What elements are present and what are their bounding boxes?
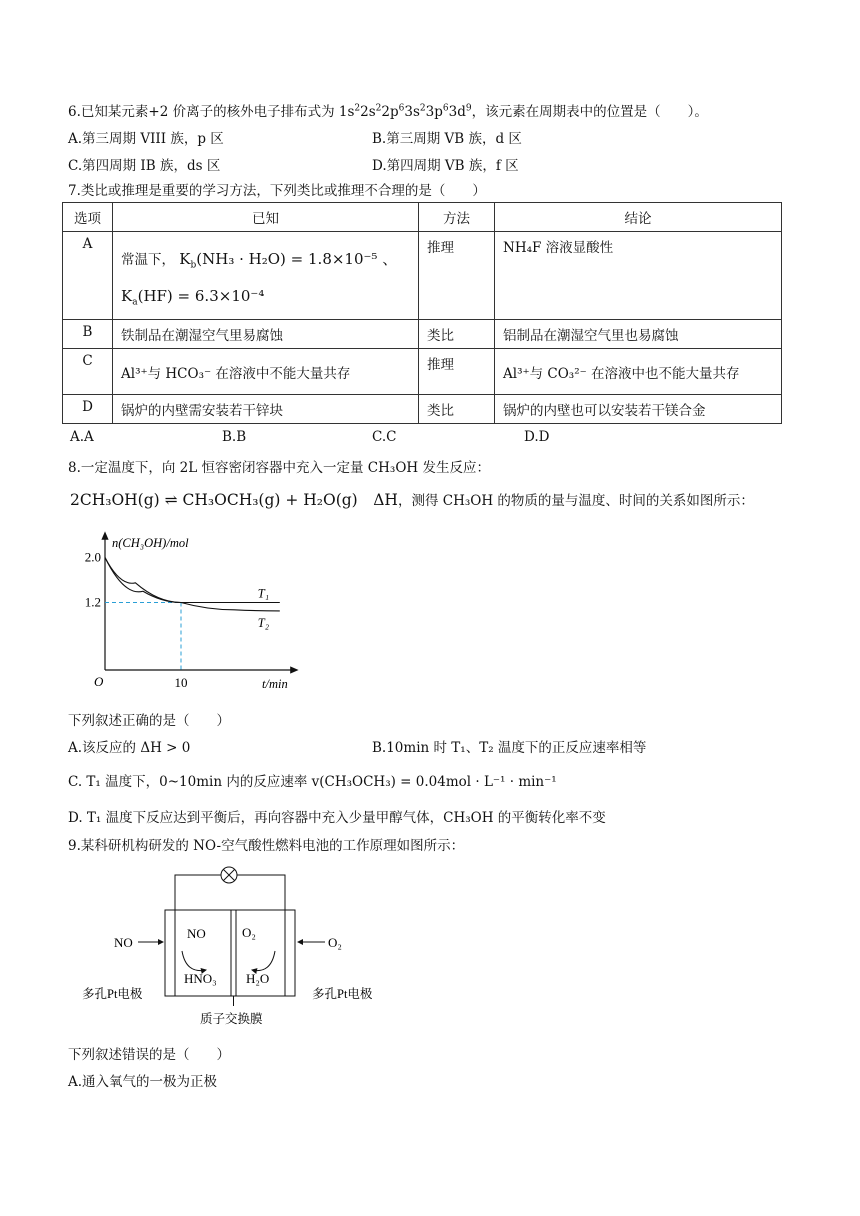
row-conclusion: 锅炉的内壁也可以安装若干镁合金 [495, 395, 782, 424]
right-electrode [285, 910, 295, 996]
q9-ask: 下列叙述错误的是（ ） [68, 1047, 230, 1063]
table-row [63, 320, 782, 349]
row-method: 推理 [419, 349, 495, 395]
right-electrode-label: 多孔Pt电极 [312, 987, 373, 1001]
left-top-label: NO [187, 926, 206, 941]
row-option: B [63, 320, 113, 349]
row-option: A [63, 232, 113, 320]
series-label: T₂ [257, 615, 270, 630]
membrane-label: 质子交换膜 [200, 1012, 263, 1026]
header-cell: 已知 [113, 203, 419, 232]
left-reaction-arrow [182, 951, 206, 971]
right-reaction-arrow [252, 951, 275, 971]
row-method: 类比 [419, 395, 495, 424]
q9-option-a: A.通入氧气的一极为正极 [68, 1074, 218, 1090]
table-row [63, 232, 782, 320]
origin-label: O [94, 674, 104, 689]
q6-option-b: B.第三周期 VB 族，d 区 [372, 131, 522, 147]
row-method: 推理 [419, 232, 495, 320]
q6-option-d: D.第四周期 VB 族，f 区 [372, 158, 519, 174]
header-cell: 选项 [63, 203, 113, 232]
right-bottom-label: H₂O [246, 971, 270, 986]
proton-membrane [231, 910, 236, 996]
q7-option-b: B.B [222, 429, 247, 445]
series-label: T₁ [257, 586, 270, 601]
row-known: 锅炉的内壁需安装若干锌块 [113, 395, 419, 424]
left-inlet-label: NO [114, 935, 133, 950]
q8-stem: 8.一定温度下，向 2L 恒容密闭容器中充入一定量 CH₃OH 发生反应： [68, 460, 490, 476]
row-known: 常温下， $K_b(NH_3 \cdot H_2O) = 1.8\times 10^{-5}$ 、 $K_a(HF) = 6.3\times 10^{-4}$ [113, 232, 419, 320]
q7-stem: 7.类比或推理是重要的学习方法，下列类比或推理不合理的是（ ） [68, 183, 486, 199]
q8-option-b: B.10min 时 T₁、T₂ 温度下的正反应速率相等 [372, 740, 647, 756]
q8-option-c: C. T₁ 温度下，0~10min 内的反应速率 v(CH₃OCH₃) = 0.04mol · L⁻¹ · min⁻¹ [68, 774, 557, 790]
left-electrode-label: 多孔Pt电极 [82, 987, 143, 1001]
q8-equation: 2CH₃OH(g) ⇌ CH₃OCH₃(g) + H₂O(g) ΔH，测得 CH₃OH 的物质的量与温度、时间的关系如图所示： [70, 491, 754, 509]
left-bottom-label: HNO₃ [184, 971, 217, 986]
q8-option-a: A.该反应的 ΔH > 0 [68, 740, 191, 756]
row-option: D [63, 395, 113, 424]
q8-ask: 下列叙述正确的是（ ） [68, 713, 230, 729]
left-electrode [165, 910, 175, 996]
table-header-row [63, 203, 782, 232]
fuel-cell-diagram [82, 858, 400, 1033]
y-tick-label: 2.0 [84, 549, 101, 565]
q8-chart [70, 525, 310, 700]
table-row [63, 349, 782, 395]
q6-stem: 6.已知某元素+2 价离子的核外电子排布式为 $1s^22s^22p^63s^23p^63d^9$，该元素在周期表中的位置是（ ）。 [68, 103, 708, 120]
right-top-label: O₂ [242, 925, 256, 940]
y-axis-label: n(CH₃OH)/mol [112, 536, 189, 550]
q7-table [62, 202, 782, 424]
q8-option-d: D. T₁ 温度下反应达到平衡后，再向容器中充入少量甲醇气体，CH₃OH 的平衡转化率不变 [68, 810, 606, 826]
q7-option-a: A.A [70, 429, 94, 445]
x-tick-label: 10 [174, 675, 188, 690]
row-method: 类比 [419, 320, 495, 349]
row-conclusion: Al³⁺与 CO₃²⁻ 在溶液中也不能大量共存 [495, 349, 782, 395]
header-cell: 结论 [495, 203, 782, 232]
series-line-1 [105, 558, 280, 603]
x-axis-label: t/min [262, 677, 288, 691]
header-cell: 方法 [419, 203, 495, 232]
q9-stem: 9.某科研机构研发的 NO-空气酸性燃料电池的工作原理如图所示： [68, 838, 465, 854]
table-row [63, 395, 782, 424]
row-option: C [63, 349, 113, 395]
q6-option-c: C.第四周期 IB 族，ds 区 [68, 158, 221, 174]
q7-option-d: D.D [524, 429, 550, 445]
electron-config: $1s^22s^22p^63s^23p^63d^9$ [338, 103, 472, 120]
row-conclusion: NH₄F 溶液显酸性 [495, 232, 782, 320]
q7-option-c: C.C [372, 429, 397, 445]
row-known: Al³⁺与 HCO₃⁻ 在溶液中不能大量共存 [113, 349, 419, 395]
right-inlet-label: O₂ [328, 935, 342, 950]
row-known: 铁制品在潮湿空气里易腐蚀 [113, 320, 419, 349]
row-conclusion: 铝制品在潮湿空气里也易腐蚀 [495, 320, 782, 349]
q6-option-a: A.第三周期 VIII 族，p 区 [68, 131, 224, 147]
y-tick-label: 1.2 [84, 594, 101, 610]
